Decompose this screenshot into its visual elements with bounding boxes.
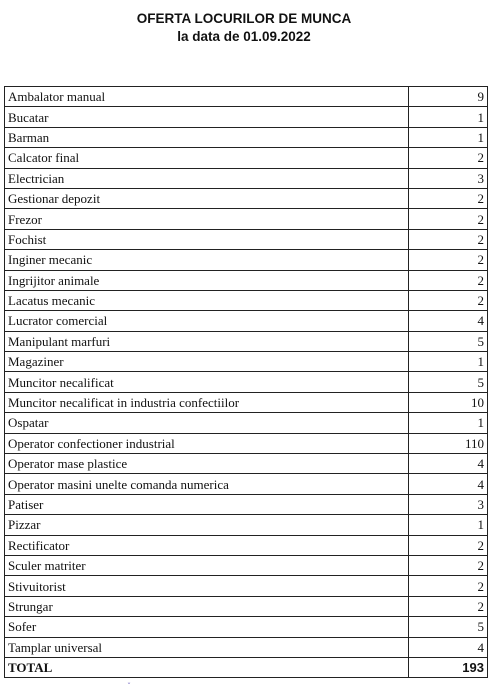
table-row (5, 188, 488, 208)
pen-mark-icon: ˇ (127, 682, 131, 691)
page-subtitle: la data de 01.09.2022 (177, 29, 311, 44)
job-title-cell: Sculer matriter (5, 555, 409, 575)
table-row (5, 494, 488, 514)
job-title-cell: Tamplar universal (5, 637, 409, 657)
table-row (5, 107, 488, 127)
job-title-cell: Muncitor necalificat in industria confectiilor (5, 392, 409, 412)
job-title-cell: Fochist (5, 229, 409, 249)
job-count-cell: 1 (409, 107, 488, 127)
total-row (5, 657, 488, 677)
job-title-cell: Bucatar (5, 107, 409, 127)
job-count-cell: 2 (409, 596, 488, 616)
table-row (5, 87, 488, 107)
job-count-cell: 2 (409, 555, 488, 575)
document-header (0, 10, 488, 46)
job-count-cell: 1 (409, 515, 488, 535)
table-row (5, 637, 488, 657)
job-count-cell: 2 (409, 576, 488, 596)
table-row (5, 474, 488, 494)
job-count-cell: 9 (409, 87, 488, 107)
job-count-cell: 5 (409, 331, 488, 351)
job-title-cell: Operator mase plastice (5, 454, 409, 474)
table-row (5, 209, 488, 229)
job-count-cell: 2 (409, 270, 488, 290)
table-row (5, 229, 488, 249)
job-count-cell: 4 (409, 454, 488, 474)
job-title-cell: Gestionar depozit (5, 188, 409, 208)
job-title-cell: Calcator final (5, 148, 409, 168)
page-title: OFERTA LOCURILOR DE MUNCA (136, 11, 352, 26)
table-row (5, 372, 488, 392)
table-row (5, 454, 488, 474)
table-row (5, 433, 488, 453)
job-title-cell: Lacatus mecanic (5, 290, 409, 310)
table-row (5, 617, 488, 637)
job-title-cell: Rectificator (5, 535, 409, 555)
job-title-cell: Lucrator comercial (5, 311, 409, 331)
job-count-cell: 2 (409, 229, 488, 249)
table-row (5, 168, 488, 188)
job-count-cell: 4 (409, 637, 488, 657)
job-title-cell: Patiser (5, 494, 409, 514)
total-count: 193 (409, 657, 488, 677)
job-count-cell: 2 (409, 290, 488, 310)
job-title-cell: Operator masini unelte comanda numerica (5, 474, 409, 494)
job-rows (5, 87, 488, 678)
table-row (5, 352, 488, 372)
job-count-cell: 5 (409, 617, 488, 637)
table-row (5, 392, 488, 412)
table-row (5, 250, 488, 270)
job-title-cell: Frezor (5, 209, 409, 229)
table-row (5, 270, 488, 290)
job-count-cell: 2 (409, 148, 488, 168)
table-row (5, 596, 488, 616)
job-title-cell: Stivuitorist (5, 576, 409, 596)
job-count-cell: 2 (409, 188, 488, 208)
job-count-cell: 4 (409, 311, 488, 331)
table-row (5, 127, 488, 147)
job-count-cell: 3 (409, 168, 488, 188)
job-title-cell: Magaziner (5, 352, 409, 372)
job-title-cell: Operator confectioner industrial (5, 433, 409, 453)
table-row (5, 311, 488, 331)
job-count-cell: 3 (409, 494, 488, 514)
job-title-cell: Ospatar (5, 413, 409, 433)
job-title-cell: Strungar (5, 596, 409, 616)
job-title-cell: Ingrijitor animale (5, 270, 409, 290)
job-count-cell: 5 (409, 372, 488, 392)
job-title-cell: Muncitor necalificat (5, 372, 409, 392)
total-label: TOTAL (5, 657, 409, 677)
job-count-cell: 1 (409, 127, 488, 147)
job-count-cell: 2 (409, 535, 488, 555)
job-title-cell: Pizzar (5, 515, 409, 535)
job-count-cell: 2 (409, 250, 488, 270)
job-title-cell: Barman (5, 127, 409, 147)
job-count-cell: 10 (409, 392, 488, 412)
job-count-cell: 4 (409, 474, 488, 494)
job-count-cell: 1 (409, 413, 488, 433)
table-row (5, 331, 488, 351)
table-row (5, 515, 488, 535)
job-offers-table (4, 86, 488, 678)
job-count-cell: 1 (409, 352, 488, 372)
table-row (5, 576, 488, 596)
job-count-cell: 110 (409, 433, 488, 453)
job-title-cell: Sofer (5, 617, 409, 637)
job-title-cell: Inginer mecanic (5, 250, 409, 270)
table-row (5, 148, 488, 168)
table-row (5, 535, 488, 555)
job-title-cell: Manipulant marfuri (5, 331, 409, 351)
job-title-cell: Electrician (5, 168, 409, 188)
table-row (5, 413, 488, 433)
table-row (5, 290, 488, 310)
job-count-cell: 2 (409, 209, 488, 229)
table-row (5, 555, 488, 575)
job-title-cell: Ambalator manual (5, 87, 409, 107)
